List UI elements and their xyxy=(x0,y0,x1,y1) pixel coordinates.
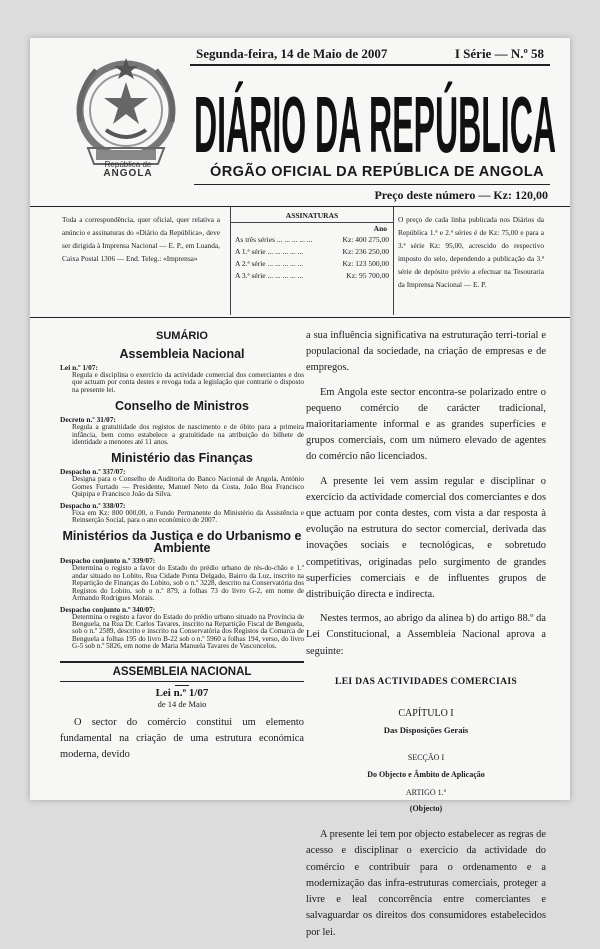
subscription-label: A 3.ª série ... ... ... ... ... xyxy=(235,271,304,280)
summary-item-label: Despacho n.º 338/07: xyxy=(60,500,126,510)
subscription-label: As três séries ... ... ... ... ... xyxy=(235,235,313,244)
law-paragraph: Nestes termos, ao abrigo da alínea b) do artigo 88.º da Lei Constitucional, a Assembleia Nacional aprova a seguinte: xyxy=(306,613,546,657)
summary-item-label: Despacho n.º 337/07: xyxy=(60,467,126,477)
angola-emblem-icon xyxy=(66,52,186,172)
issue-date: Segunda-feira, 14 de Maio de 2007 xyxy=(196,46,388,61)
law-date: de 14 de Maio xyxy=(157,698,207,709)
law-paragraph: A presente lei vem assim regular e disciplinar o exercício da actividade comercial dos comerciantes e dos que actuam por conta destes, com vista a dar resposta à evolução na estrutura do sector comercial, derivada das inovações sociais e tecnológicas, e sobretudo competitivas, originadas pelo surgimento de grandes superfícies comerciais e de influentes grupos de distribuição directa e indirecta. xyxy=(306,475,546,601)
law-paragraph: O sector do comércio constitui um elemento fundamental na criação de uma estrutura económica moderna, devido xyxy=(60,716,304,760)
summary-section-title: Conselho de Ministros xyxy=(114,399,250,414)
info-box xyxy=(30,206,570,318)
law-paragraph: a sua influência significativa na estruturação terri-torial e populacional da sociedade, na criação de empresas e de empregos. xyxy=(306,330,546,374)
assembly-heading: ASSEMBLEIA NACIONAL xyxy=(60,661,304,682)
issue-price: Preço deste número — Kz: 120,00 xyxy=(374,188,548,202)
right-column xyxy=(306,328,546,949)
emblem-caption-small: República de xyxy=(104,160,152,169)
gazette-page xyxy=(30,38,570,938)
subscription-value: Kz: 123 500,00 xyxy=(342,259,389,268)
divider xyxy=(175,685,189,686)
summary-item-text: Regula e disciplina o exercício da actividade comercial dos comerciantes e dos que actuam por conta destes e revoga toda a legislação que contrarie o disposto na presente lei. xyxy=(72,371,304,394)
summary-title: SUMÁRIO xyxy=(156,330,208,342)
summary-item-text: Determina o registo a favor do Estado do prédio urbano situado na Província de Benguela, na Rua Dr. Carlos Tavares, inscrito na Repartição Fiscal de Benguela, sob o n.º 2589, descrito e inscrito na Conservatória dos Registos da Comarca de Benguela a folhas 195 do livro B-22 sob o n.º 5960 a folhas 194, verso, do livro G-5 sob n.º 5826, em nome de Maria Manuela Tavares de Vasconcelos. xyxy=(72,612,304,651)
subscription-label: A 2.ª série ... ... ... ... ... xyxy=(235,259,304,268)
summary-section-title: Ministério das Finanças xyxy=(111,451,253,466)
summary-item-label: Lei n.º 1/07: xyxy=(60,363,98,372)
subscriptions-row xyxy=(231,234,393,246)
subscriptions-row xyxy=(231,270,393,282)
summary-section-title: Assembleia Nacional xyxy=(119,347,245,361)
subscriptions-table xyxy=(230,207,394,315)
rule-mid xyxy=(194,184,550,185)
issue-series: I Série — N.º 58 xyxy=(454,46,544,61)
article-subtitle: (Objecto) xyxy=(409,804,443,814)
emblem-caption xyxy=(78,160,178,178)
summary-item-label: Despacho conjunto n.º 340/07: xyxy=(60,604,156,614)
summary-item-label: Despacho conjunto n.º 339/07: xyxy=(60,556,156,566)
subscription-value: Kz: 95 700,00 xyxy=(346,271,389,280)
chapter-heading: CAPÍTULO I xyxy=(398,708,454,720)
subscription-label: A 1.ª série ... ... ... ... ... xyxy=(235,247,304,256)
subscriptions-year: Ano xyxy=(373,224,387,233)
summary-item-text: Determina o registo a favor do Estado do prédio urbano de rés-do-chão e 1.º andar situado no Lobito, Rua Cidade Ponta Delgado, Bairro da Luz, inscrito na Repartição de Finanças do Lobito, sob o n.º 3228, descrito na Conservatória dos Registos do Lobito, sob o n.º 879, a folhas 73 do livro G-2, em nome de Armando Rodrigues Morais. xyxy=(72,564,304,603)
summary-item-text: Fixa em Kz: 800 000,00, o Fundo Permanente do Ministério da Assistência e Reinserção Social, para o ano económico de 2007. xyxy=(72,508,304,525)
law-paragraph: A presente lei tem por objecto estabelecer as regras de acesso e disciplinar o exercício da actividade do comércio e contribuir para o ordenamento e a modernização das infra-estruturas comerciais, proteger a livre e leal concorrência entre comerciantes e salvaguardar os direitos dos consumidores estabelecidos por lei. xyxy=(306,829,546,938)
price-note: O preço de cada linha publicada nos Diários da República 1.ª e 2.ª séries é de Kz: 75,00 e para a 3.ª série Kz: 95,00, acrescido do respectivo imposto do selo, dependendo a publicação da 3.ª série de depósito prévio a efectuar na Tesouraria da Imprensa Nacional — E. P. xyxy=(398,215,544,289)
masthead-title-text: DIÁRIO DA REPÚBLICA xyxy=(193,79,556,170)
section-heading: SECÇÃO I xyxy=(407,753,445,763)
subscriptions-row xyxy=(231,246,393,258)
correspondence-note: Toda a correspondência, quer oficial, quer relativa a anúncio e assinaturas do «Diário da República», deve ser dirigida à Imprensa Nacional — E. P., em Luanda, Caixa Postal 1306 — End. Teleg.: «Imprensa» xyxy=(62,215,220,263)
left-column xyxy=(60,328,304,763)
law-title: LEI DAS ACTIVIDADES COMERCIAIS xyxy=(335,675,517,687)
subscriptions-row xyxy=(231,258,393,270)
subscription-value: Kz: 236 250,00 xyxy=(342,247,389,256)
subscriptions-header: ASSINATURAS xyxy=(231,207,393,223)
summary-item-label: Decreto n.º 31/07: xyxy=(60,415,116,425)
masthead-title xyxy=(190,70,560,170)
summary-section-title: Ministérios da Justiça e do Urbanismo e Ambiente xyxy=(62,529,302,556)
subscription-value: Kz: 400 275,00 xyxy=(342,235,389,244)
section-subtitle: Do Objecto e Âmbito de Aplicação xyxy=(367,769,485,779)
masthead xyxy=(30,38,570,208)
summary-item-text: Regula a gratuitidade dos registos de nascimento e de óbito para a primeira infância, bem como estabelece a gratuitidade na atribuição do bilhete de identidade a menores até 11 anos. xyxy=(72,423,304,447)
article-heading: ARTIGO 1.º xyxy=(405,787,447,797)
masthead-subtitle: ÓRGÃO OFICIAL DA REPÚBLICA DE ANGOLA xyxy=(210,164,544,180)
law-number: Lei n.º 1/07 xyxy=(155,686,209,699)
chapter-subtitle: Das Disposições Gerais xyxy=(383,725,469,736)
emblem-caption-big: ANGOLA xyxy=(103,168,153,179)
rule-top xyxy=(190,64,550,66)
summary-item-text: Designa para o Conselho de Auditoria do Banco Nacional de Angola, António Gomes Furtado — Presidente, Manuel Neto da Costa, João Boa Francisco Quipipa e Francisco João da Silva. xyxy=(72,475,304,499)
law-paragraph: Em Angola este sector encontra-se polarizado entre o pequeno comércio de carácter tradicional, maioritariamente informal e as grandes superfícies e grupos comerciais, com um número elevado de agentes do comércio não licenciados. xyxy=(306,386,546,463)
